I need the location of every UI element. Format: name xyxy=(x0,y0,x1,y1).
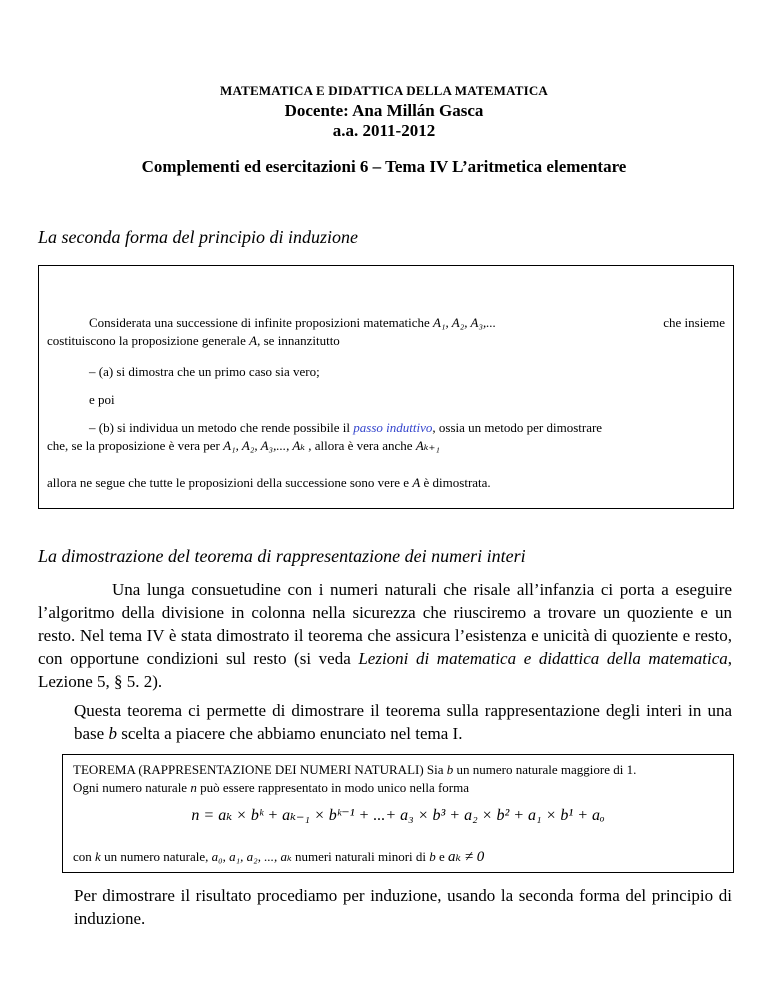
para2-text-a: Questa teorema ci permette di dimostrare il teorema sulla rappresentazione degli interi in una base xyxy=(74,701,732,743)
box-paragraph-4-line-2 xyxy=(47,437,727,455)
cond-sequence: a₀, a₁, a₂, ..., aₖ xyxy=(211,849,292,864)
p1-text: Considerata una successione di infinite proposizioni matematiche xyxy=(89,315,430,330)
p4-line2-sequence: A₁, A₂, A₃,..., Aₖ xyxy=(223,438,306,453)
theorem-line-2 xyxy=(73,779,723,797)
box-paragraph-2: – (a) si dimostra che un primo caso sia vero; xyxy=(89,364,320,379)
para2-text-c: scelta a piacere che abbiamo enunciato nel tema I. xyxy=(116,724,463,743)
p5-b: è dimostrata. xyxy=(420,475,491,490)
theorem-statement xyxy=(73,761,733,779)
academic-year: a.a. 2011-2012 xyxy=(332,121,436,140)
box-paragraph-3: e poi xyxy=(89,392,115,407)
teacher-line: Docente: Ana Millán Gasca xyxy=(284,101,484,120)
para2-base-var: b xyxy=(108,724,117,743)
cond-d: e xyxy=(435,849,449,864)
section2-paragraph-3: Per dimostrare il risultato procediamo per induzione, usando la seconda forma del principio di induzione. xyxy=(74,886,732,928)
cond-k: k xyxy=(95,849,101,864)
p5-A: A xyxy=(412,475,421,490)
theorem-formula: n = aₖ × bᵏ + aₖ₋₁ × bᵏ⁻¹ + ...+ a₃ × b³ + a₂ × b² + a₁ × b¹ + aₒ xyxy=(191,807,605,824)
section2-paragraph-1 xyxy=(38,578,732,693)
section-title-representation: La dimostrazione del teorema di rappresentazione dei numeri interi xyxy=(38,546,526,566)
box-paragraph-4 xyxy=(89,419,729,437)
p1-line2-A: A xyxy=(249,333,258,348)
p4-line2-a: che, se la proposizione è vera per xyxy=(47,438,224,453)
cond-b: un numero naturale, xyxy=(100,849,212,864)
cond-c: numeri naturali minori di xyxy=(291,849,430,864)
box-paragraph-5 xyxy=(47,474,727,492)
course-title: MATEMATICA E DIDATTICA DELLA MATEMATICA xyxy=(219,83,548,98)
theorem-line2-a: Ogni numero naturale xyxy=(73,780,191,795)
section-title-induction: La seconda forma del principio di induzione xyxy=(38,227,358,247)
theorem-line2-b: può essere rappresentato in modo unico nella forma xyxy=(196,780,470,795)
theorem-conditions xyxy=(73,848,723,866)
para1-text-a: Una lunga consuetudine con i numeri naturali che risale all’infanzia ci porta a eseguire l’algoritmo della divisione in colonna nella sicurezza che riusciremo a trovare un quoziente e un resto. Nel tema IV è stata dimostrato il teorema che assicura l’esistenza e unicità di quoziente e resto, con opportune condizioni sul resto (si veda xyxy=(38,580,732,668)
theorem-label: TEOREMA (RAPPRESENTAZIONE DEI NUMERI NATURALI) xyxy=(73,762,424,777)
p1-sequence: A₁, A₂, A₃,... xyxy=(433,315,496,330)
para1-reference: Lezioni di matematica e didattica della matematica xyxy=(358,649,728,668)
p1-line2-a: costituiscono la proposizione generale xyxy=(47,333,250,348)
p4-line2-b: , allora è vera anche xyxy=(305,438,416,453)
theorem-stmt-c: un numero naturale maggiore di 1. xyxy=(453,762,637,777)
p1-line2-b: , se innanzitutto xyxy=(257,333,340,348)
section2-paragraph-2 xyxy=(74,699,732,745)
induction-principle-box xyxy=(38,265,734,509)
theorem-box xyxy=(62,754,734,873)
box-paragraph-1 xyxy=(89,314,729,332)
para1-text-b: , Lezione 5, § 5. 2). xyxy=(38,649,732,691)
p4-b: , ossia un metodo per dimostrare xyxy=(432,420,603,435)
theorem-line2-n: n xyxy=(190,780,197,795)
theorem-stmt-a: Sia xyxy=(423,762,447,777)
p4-line2-next: Aₖ₊₁ xyxy=(415,438,440,453)
theorem-stmt-b: b xyxy=(446,762,454,777)
p1-continuation: che insieme xyxy=(663,315,725,330)
p4-a: – (b) si individua un metodo che rende possibile il xyxy=(89,420,354,435)
cond-bvar: b xyxy=(429,849,436,864)
cond-a: con xyxy=(73,849,96,864)
p5-a: allora ne segue che tutte le proposizioni della successione sono vere e xyxy=(47,475,413,490)
passo-induttivo-link[interactable]: passo induttivo xyxy=(353,420,433,435)
cond-inequality: aₖ ≠ 0 xyxy=(448,849,485,865)
box-paragraph-1-line-2 xyxy=(47,332,727,350)
document-subtitle: Complementi ed esercitazioni 6 – Tema IV L’aritmetica elementare xyxy=(141,157,627,176)
